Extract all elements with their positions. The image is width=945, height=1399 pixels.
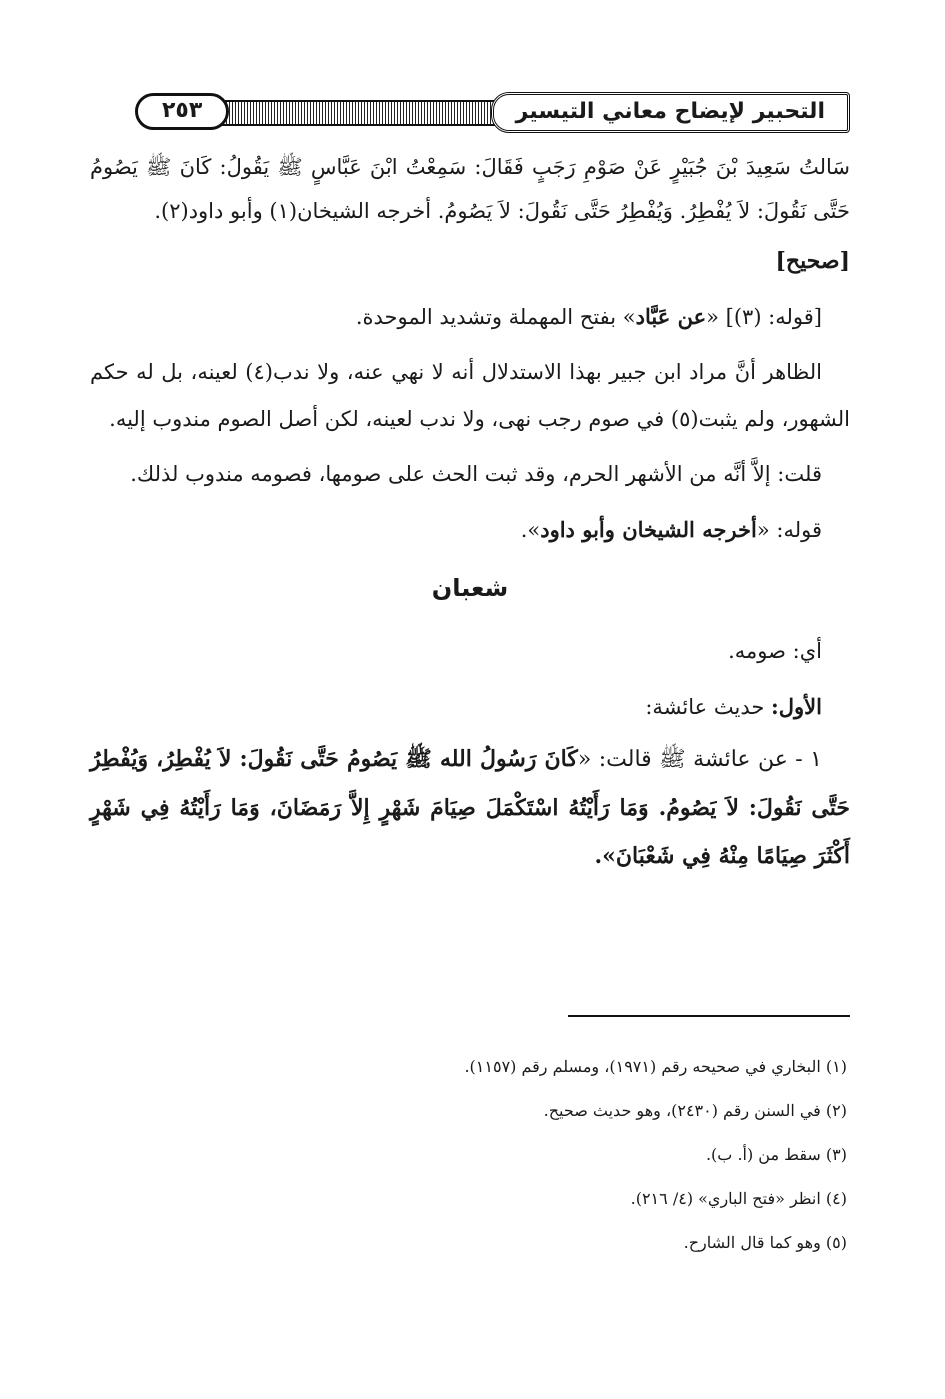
first-hadith-label [90,683,850,731]
note-quote: عن عَبَّاد [635,304,707,329]
quote-paragraph [90,506,850,554]
book-title: التحبير لإيضاح معاني التيسير [491,92,850,133]
footnote-2: (٢) في السنن رقم (٢٤٣٠)، وهو حديث صحيح. [543,1101,847,1120]
hadith-aisha-post: ». [594,843,616,869]
note-paragraph [90,293,850,341]
hadith-aisha [90,735,850,880]
note-text-post: » بفتح المهملة وتشديد الموحدة. [355,305,636,329]
footnote-4: (٤) انظر «فتح الباري» (٤/ ٢١٦). [630,1189,847,1208]
hadith-verdict: [صحيح] [775,248,850,274]
hadith-aisha-pre: ١ - عن عائشة ﷺ قالت: « [577,747,822,772]
footnote-1: (١) البخاري في صحيحه رقم (١٩٧١)، ومسلم رقم (١١٥٧). [464,1057,847,1076]
footnote-divider [568,1015,850,1017]
quote-post: ». [520,518,541,542]
section-note: أي: صومه. [728,639,822,663]
footnotes [90,1045,847,1265]
quote-bold: أخرجه الشيخان وأبو داود [540,517,757,542]
comment-paragraph: قلت: إلاَّ أنَّه من الأشهر الحرم، وقد ثبت الحث على صومها، فصومه مندوب لذلك. [130,462,822,486]
note-text-pre: [قوله: (٣)] « [706,305,822,329]
footnote-3: (٣) سقط من (أ. ب). [705,1145,847,1164]
page-number: ٢٥٣ [135,93,229,130]
footnote-5: (٥) وهو كما قال الشارح. [683,1233,847,1252]
explanation-paragraph: الظاهر أنَّ مراد ابن جبير بهذا الاستدلال أنه لا نهي عنه، ولا ندب(٤) لعينه، بل له حكم الشهور، ولم يثبت(٥) في صوم رجب نهى، ولا ندب لعينه، لكن أصل الصوم مندوب إليه. [90,360,850,431]
page-header [115,90,850,140]
hadith-intro: سَالتُ سَعِيدَ بْنَ جُبَيْرٍ عَنْ صَوْمِ رَجَبٍ فَقَالَ: سَمِعْتُ ابْنَ عَبَّاسٍ ﷺ يَقُولُ: كَانَ ﷺ يَصُومُ حَتَّى نَقُولَ: لاَ يُفْطِرُ. وَيُفْطِرُ حَتَّى نَقُولَ: لاَ يَصُومُ. أخرجه الشيخان(١) وأبو داود(٢). [90,155,850,223]
first-label-bold: الأول: [771,694,822,719]
first-label-rest: حديث عائشة: [645,695,772,719]
main-text [90,145,850,880]
quote-pre: قوله: « [756,518,822,542]
hadith-aisha-text: كَانَ رَسُولُ الله ﷺ يَصُومُ حَتَّى نَقُولَ: لاَ يُفْطِرُ، وَيُفْطِرُ حَتَّى نَقُولَ: لاَ يَصُومُ. وَمَا رَأَيْتُهُ اسْتَكْمَلَ صِيَامَ شَهْرٍ إِلاَّ رَمَضَانَ، وَمَا رَأَيْتُهُ فِي شَهْرٍ أَكْثَرَ صِيَامًا مِنْهُ فِي شَعْبَانَ [90,746,850,869]
section-title: شعبان [431,574,509,602]
